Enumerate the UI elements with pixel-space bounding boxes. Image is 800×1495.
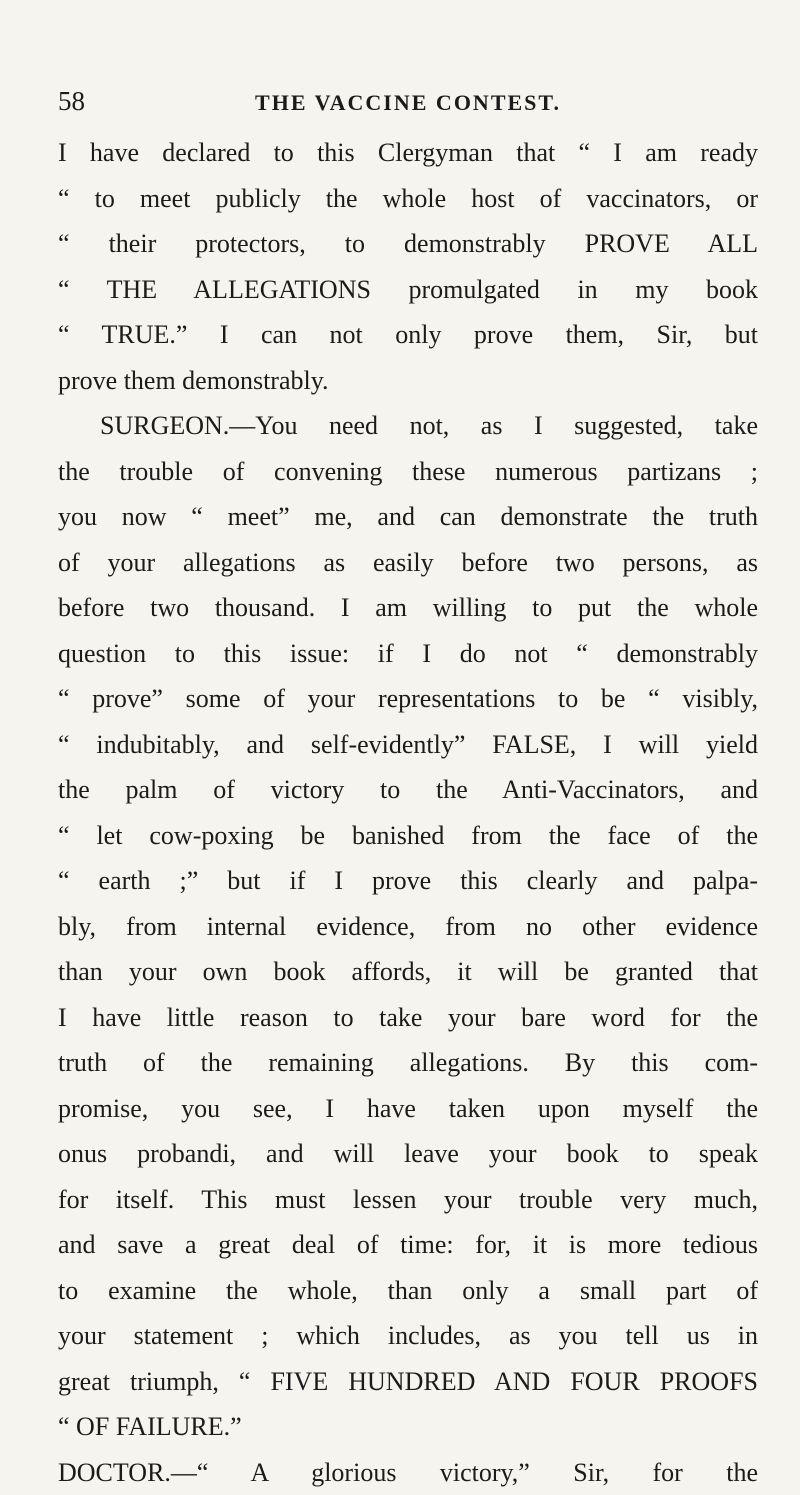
text-line: great triumph, “ FIVE HUNDRED AND FOUR PROOFS	[58, 1359, 758, 1405]
text-line: “ their protectors, to demonstrably PROVE ALL	[58, 221, 758, 267]
text-line: and save a great deal of time: for, it is more tedious	[58, 1222, 758, 1268]
text-line: “ prove” some of your representations to be “ visibly,	[58, 676, 758, 722]
running-head	[58, 86, 758, 120]
running-title: THE VACCINE CONTEST.	[58, 90, 758, 116]
text-line: truth of the remaining allegations. By this com-	[58, 1040, 758, 1086]
text-line: “ indubitably, and self-evidently” FALSE, I will yield	[58, 722, 758, 768]
text-line: “ THE ALLEGATIONS promulgated in my book	[58, 267, 758, 313]
text-line: SURGEON.—You need not, as I suggested, take	[58, 403, 758, 449]
text-line: “ TRUE.” I can not only prove them, Sir, but	[58, 312, 758, 358]
text-line: your statement ; which includes, as you tell us in	[58, 1313, 758, 1359]
text-line: of your allegations as easily before two persons, as	[58, 540, 758, 586]
text-line: I have little reason to take your bare word for the	[58, 995, 758, 1041]
text-line: “ earth ;” but if I prove this clearly and palpa-	[58, 858, 758, 904]
text-line: prove them demonstrably.	[58, 358, 758, 404]
text-line: before two thousand. I am willing to put the whole	[58, 585, 758, 631]
text-line: “ OF FAILURE.”	[58, 1404, 758, 1450]
text-line: than your own book affords, it will be granted that	[58, 949, 758, 995]
text-line: you now “ meet” me, and can demonstrate the truth	[58, 494, 758, 540]
text-line: to examine the whole, than only a small part of	[58, 1268, 758, 1314]
text-line: the trouble of convening these numerous partizans ;	[58, 449, 758, 495]
text-line: onus probandi, and will leave your book to speak	[58, 1131, 758, 1177]
body-text	[58, 130, 758, 1495]
text-line: bly, from internal evidence, from no other evidence	[58, 904, 758, 950]
text-line: promise, you see, I have taken upon myself the	[58, 1086, 758, 1132]
text-line: question to this issue: if I do not “ demonstrably	[58, 631, 758, 677]
text-line: for itself. This must lessen your trouble very much,	[58, 1177, 758, 1223]
text-line: DOCTOR.—“ A glorious victory,” Sir, for the	[58, 1450, 758, 1495]
text-line: the palm of victory to the Anti-Vaccinators, and	[58, 767, 758, 813]
text-line: “ to meet publicly the whole host of vaccinators, or	[58, 176, 758, 222]
text-line: “ let cow-poxing be banished from the face of the	[58, 813, 758, 859]
page-number: 58	[58, 86, 85, 117]
text-line: I have declared to this Clergyman that “ I am ready	[58, 130, 758, 176]
